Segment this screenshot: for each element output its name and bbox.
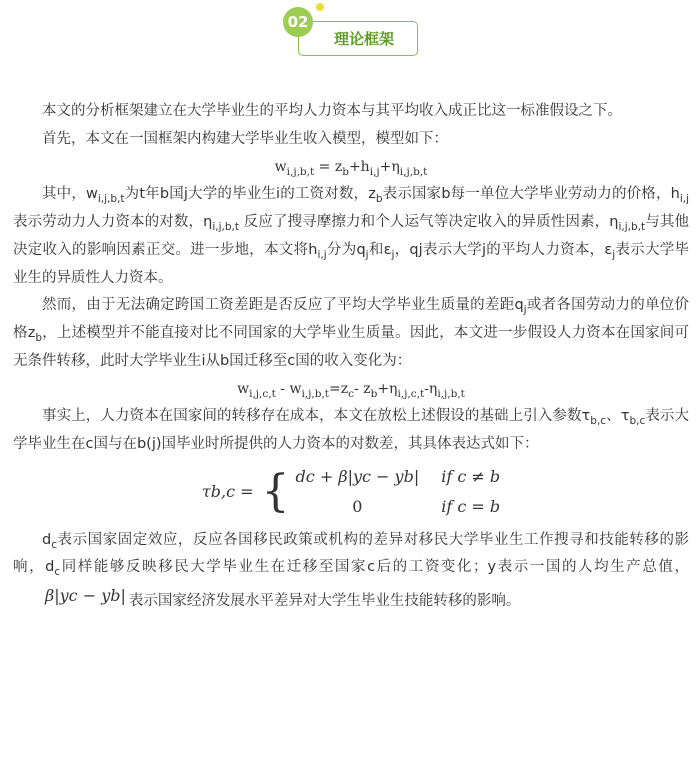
tau-lhs: τb,c =	[201, 481, 254, 501]
paragraph-intro: 本文的分析框架建立在大学毕业生的平均人力资本与其平均收入成正比这一标准假设之下。	[42, 103, 622, 119]
paragraph-transfer-cost: 事实上，人力资本在国家间的转移存在成本，本文在放松上述假设的基础上引入参数$\tau_{b,c}$、$\tau_{b,c}$表示大学毕业生在c国与在b(j)国毕业时所提供的人力资本的对数差，其具体表达式如下：	[13, 408, 690, 453]
case-2-expression: 0	[352, 496, 363, 516]
case-1-condition: if c ≠ b	[441, 467, 501, 487]
paragraph-migration-assumption: 然而，由于无法确定跨国工资差距是否反应了平均大学毕业生质量的差距$q_j$或者各国劳动力的单位价格$z_b$，上述模型并不能直接对比不同国家的大学毕业生质量。因此，本文进一步假设人力资本在国家间可无条件转移，此时大学毕业生i从b国迁移至c国的收入变化为：	[13, 297, 690, 369]
section-number-badge: 02	[283, 7, 313, 37]
case-2-condition: if c = b	[441, 496, 501, 516]
inline-beta-formula: β|yc − yb|	[45, 586, 126, 606]
badge-dot-decoration	[316, 3, 324, 11]
paragraph-fixed-effects: $d_c$表示国家固定效应，反应各国移民政策或机构的差异对移民大学毕业生工作搜寻和技能转移的影响，$d_c$同样能够反映移民大学毕业生在迁移至国家c后的工资变化；y表示一国的人均生产总值，β|yc − yb| 表示国家经济发展水平差异对大学生毕业生技能转移的影响。	[13, 531, 689, 610]
paragraph-model-intro: 首先，本文在一国框架内构建大学毕业生收入模型，模型如下：	[42, 130, 448, 147]
paragraph-variable-definitions: 其中，$w_{i,j,b,t}$为t年b国j大学的毕业生i的工资对数，$z_b$表示国家b每一单位大学毕业劳动力的价格，$h_{i,j}$表示劳动力人力资本的对数，$\eta_{i,j,b,t}$ 反应了搜寻摩擦力和个人运气等决定收入的异质性因素，$\eta_{i,j,b,t}$与其他决定收入的影响因素正交。进一步地，本文将$h_{i,j}$分为$q_j$和$\varepsilon_j$，qj表示大学j的平均人力资本，$\varepsilon_j$表示大学毕业生的异质性人力资本。	[13, 186, 690, 286]
article-body	[13, 98, 689, 616]
income-change-formula: $w_{i,j,c,t} - w_{i,j,b,t}=z_c-$ $z_b+\eta_{i,j,c,t}-\eta_{i,j,b,t}$	[237, 381, 465, 401]
income-model-formula: $w_{i,j,b,t} = z_b+h_{i,j}+\eta_{i,j,b,t}$	[274, 159, 428, 179]
tau-cases	[296, 463, 501, 520]
case-1-expression: dc + β|yc − yb|	[295, 467, 420, 487]
tau-piecewise-formula	[13, 463, 689, 521]
left-brace: {	[261, 465, 290, 517]
section-header	[0, 0, 700, 64]
section-title: 理论框架	[298, 21, 418, 56]
